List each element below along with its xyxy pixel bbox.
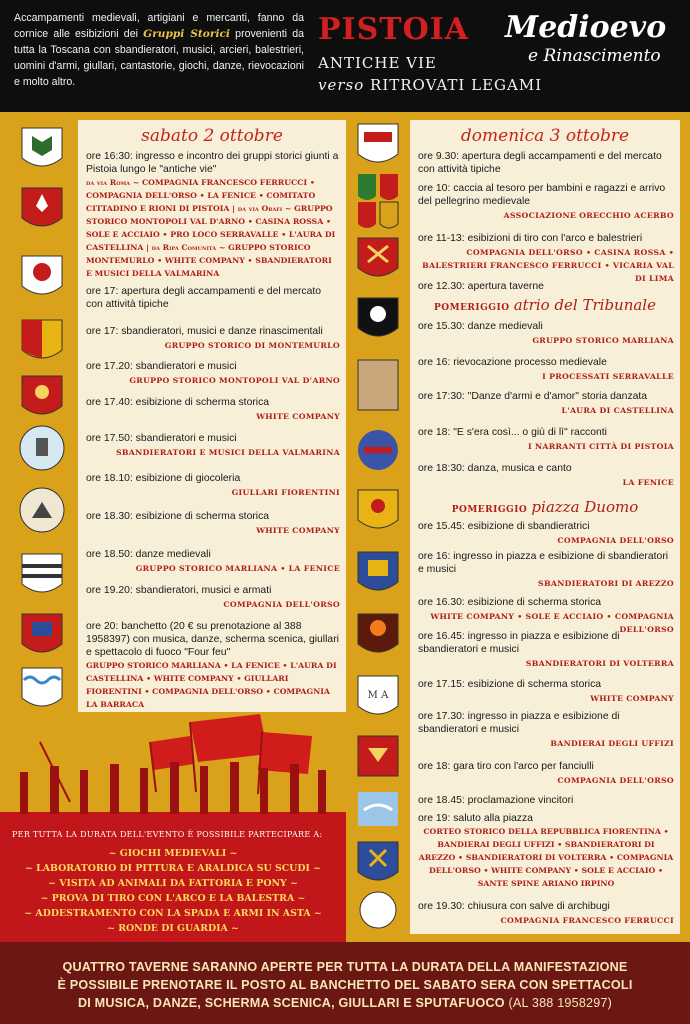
sun-event-9: ore 18:30: danza, musica e canto LA FENICE — [418, 463, 674, 487]
activities-box — [0, 824, 346, 942]
svg-text:M A: M A — [367, 690, 389, 701]
section-piazza-duomo: POMERIGGIO piazza Duomo — [451, 498, 639, 516]
shield-icon — [20, 488, 64, 532]
sun-event-5: ore 15.30: danze medievali GRUPPO STORICO MARLIANA — [418, 321, 674, 345]
header — [0, 0, 690, 112]
sat-event-9: ore 18.50: danze medievali GRUPPO STORICO MARLIANA • LA FENICE — [86, 549, 340, 573]
sun-event-7: ore 17:30: "Danze d'armi e d'amor" storia danzata L'AURA DI CASTELLINA — [418, 391, 674, 415]
sun-event-10: ore 15.45: esibizione di sbandieratrici COMPAGNIA DELL'ORSO — [418, 521, 674, 545]
section-atrio-tribunale: POMERIGGIO atrio del Tribunale — [434, 296, 656, 314]
sun-event-12: ore 16.30: esibizione di scherma storica WHITE COMPANY • SOLE E ACCIAIO • COMPAGNIA DELL'ORSO — [418, 597, 674, 634]
flag-wavers-illustration — [0, 712, 346, 824]
activity-item: ~ ADDESTRAMENTO CON LA SPADA E ARMI IN ASTA ~ — [24, 908, 322, 919]
saturday-title: sabato 2 ottobre — [141, 126, 283, 146]
shield-icon — [20, 426, 64, 470]
shield-icon — [358, 552, 398, 590]
intro-highlight: Gruppi Storici — [143, 28, 230, 40]
sun-event-1: ore 9.30: apertura degli accampamenti e del mercato con attività tipiche — [418, 151, 662, 175]
shield-icon — [358, 490, 398, 528]
activity-item: ~ PROVA DI TIRO CON L'ARCO E LA BALESTRA ~ — [40, 893, 306, 904]
sun-event-8: ore 18: "E s'era così... o giù di lì" racconti I NARRANTI CITTÀ DI PISTOIA — [418, 427, 674, 451]
activities-heading: PER TUTTA LA DURATA DELL'EVENTO È POSSIBILE PARTECIPARE A: — [12, 830, 323, 839]
shield-icon — [22, 668, 62, 706]
sat-event-7: ore 18.10: esibizione di giocoleria GIULLARI FIORENTINI — [86, 473, 340, 497]
shield-icon — [360, 892, 396, 928]
activity-item: ~ RONDE DI GUARDIA ~ — [107, 923, 239, 934]
activity-item: ~ LABORATORIO DI PITTURA E ARALDICA SU SCUDI ~ — [25, 863, 321, 874]
shield-icon — [22, 554, 62, 592]
shield-icon — [22, 256, 62, 294]
footer-line-2: È POSSIBILE PRENOTARE IL POSTO AL BANCHETTO DEL SABATO SERA CON SPETTACOLI — [57, 978, 633, 992]
sat-event-3: ore 17: sbandieratori, musici e danze rinascimentali GRUPPO STORICO DI MONTEMURLO — [86, 326, 340, 350]
shield-icon — [358, 174, 398, 228]
shield-icon — [22, 128, 62, 166]
sun-event-13: ore 16.45: ingresso in piazza e esibizione di sbandieratori e musici SBANDIERATORI DI VOLTERRA — [418, 631, 674, 668]
shield-icon — [358, 842, 398, 880]
sat-event-6: ore 17.50: sbandieratori e musici SBANDIERATORI E MUSICI DELLA VALMARINA — [86, 433, 340, 457]
title-rinascimento: e Rinascimento — [528, 46, 661, 66]
sat-event-2: ore 17: apertura degli accampamenti e del mercato con attività tipiche — [86, 286, 322, 310]
shield-icon — [358, 298, 398, 336]
title-city: PISTOIA — [318, 12, 470, 47]
sunday-title: domenica 3 ottobre — [460, 126, 630, 146]
subtitle-legami: verso RITROVATI LEGAMI — [318, 76, 543, 94]
sun-event-15: ore 17.30: ingresso in piazza e esibizione di sbandieratori e musici BANDIERAI DEGLI UFFIZI — [418, 711, 674, 748]
sat-event-8: ore 18.30: esibizione di scherma storica WHITE COMPANY — [86, 511, 340, 535]
sat-event-11: ore 20: banchetto (20 € su prenotazione al 388 1958397) con musica, danze, scherma scenica, giullari e spettacolo di fuoco "Four feu" GRUPPO STORICO MARLIANA • LA FENICE • L'AURA DI CASTELLINA • WHITE COMPANY • GIULLARI FIORENTINI • COMPAGNIA DELL'ORSO • COMPAGNIA LA BARRACA — [86, 621, 339, 709]
sun-event-3: ore 11-13: esibizioni di tiro con l'arco e balestrieri COMPAGNIA DELL'ORSO • CASINA ROSSA • BALESTRIERI FRANCESCO FERRUCCI • VICARIA VAL DI LIMA — [418, 233, 674, 283]
sun-event-19: ore 19.30: chiusura con salve di archibugi COMPAGNIA FRANCESCO FERRUCCI — [418, 901, 674, 925]
activity-item: ~ VISITA AD ANIMALI DA FATTORIA E PONY ~ — [48, 878, 298, 889]
sunday-column — [410, 120, 680, 934]
sun-event-14: ore 17.15: esibizione di scherma storica WHITE COMPANY — [418, 679, 674, 703]
shield-icon — [358, 360, 398, 410]
shield-icon — [358, 238, 398, 276]
sun-event-18: ore 19: saluto alla piazza CORTEO STORICO DELLA REPUBBLICA FIORENTINA • BANDIERAI DEGLI UFFIZI • SBANDIERATORI DI AREZZO • SBANDIERATORI DI VOLTERRA • COMPAGNIA DELL'ORSO • WHITE COMPANY • SOLE E ACCIAIO • SANTE SPINE ARIANO IRPINO — [418, 813, 674, 888]
sun-event-17: ore 18.45: proclamazione vincitori — [418, 795, 574, 806]
sun-event-16: ore 18: gara tiro con l'arco per fanciulli COMPAGNIA DELL'ORSO — [418, 761, 674, 785]
sat-event-10: ore 19.20: sbandieratori, musici e armati COMPAGNIA DELL'ORSO — [86, 585, 340, 609]
shield-icon — [358, 736, 398, 776]
shield-icon — [358, 124, 398, 162]
shield-icon — [22, 320, 62, 358]
sun-event-11: ore 16: ingresso in piazza e esibizione di sbandieratori e musici SBANDIERATORI DI AREZZO — [418, 551, 674, 588]
shield-icon — [358, 676, 398, 714]
sun-event-2: ore 10: caccia al tesoro per bambini e ragazzi e arrivo del pellegrino medievale ASSOCIAZIONE ORECCHIO ACERBO — [418, 183, 674, 220]
sat-event-5: ore 17.40: esibizione di scherma storica WHITE COMPANY — [86, 397, 340, 421]
shield-icon — [358, 792, 398, 826]
shield-icon — [358, 614, 398, 652]
right-shields — [350, 120, 406, 934]
sat-event-1: ore 16:30: ingresso e incontro dei gruppi storici giunti a Pistoia lungo le "antiche vie" da via Roma ~ COMPAGNIA FRANCESCO FERRUCCI • COMPAGNIA DELL'ORSO • LA FENICE • COMITATO CITTADINO E RIONI DI PISTOIA | da via Orafi ~ GRUPPO STORICO MONTOPOLI VAL D'ARNO • CASINA ROSSA • SOLE E ACCIAIO • PRO LOCO SERRAVALLE • L'AURA DI CASTELLINA | da Ripa Comunità ~ GRUPPO STORICO MONTEMURLO • WHITE COMPANY • SBANDIERATORI E MUSICI DELLA VALMARINA — [86, 151, 339, 278]
shield-icon — [22, 188, 62, 226]
footer — [0, 942, 690, 1024]
sun-event-6: ore 16: rievocazione processo medievale I PROCESSATI SERRAVALLE — [418, 357, 674, 381]
activity-item: ~ GIOCHI MEDIEVALI ~ — [108, 848, 238, 859]
shield-icon — [22, 614, 62, 652]
shield-icon — [22, 376, 62, 414]
footer-line-1: QUATTRO TAVERNE SARANNO APERTE PER TUTTA LA DURATA DELLA MANIFESTAZIONE — [62, 960, 628, 974]
title-medioevo: Medioevo — [505, 10, 667, 45]
sat-event-4: ore 17.20: sbandieratori e musici GRUPPO STORICO MONTOPOLI VAL D'ARNO — [86, 361, 340, 385]
program-body — [0, 112, 690, 942]
shield-icon — [358, 430, 398, 470]
footer-line-3: DI MUSICA, DANZE, SCHERMA SCENICA, GIULLARI E SPUTAFUOCO (AL 388 1958297) — [77, 996, 613, 1010]
intro-text: Accampamenti medievali, artigiani e mercanti, fanno da cornice alle esibizioni dei Gruppi Storici provenienti da tutta la Toscana con sbandieratori, musici, arcieri, balestrieri, uomini d'armi, giullari, cantastorie, giochi, danze, rievocazioni e molto altro. — [14, 12, 304, 88]
subtitle-antiche-vie: ANTICHE VIE — [318, 54, 437, 72]
sun-event-4: ore 12.30: apertura taverne — [418, 281, 544, 292]
